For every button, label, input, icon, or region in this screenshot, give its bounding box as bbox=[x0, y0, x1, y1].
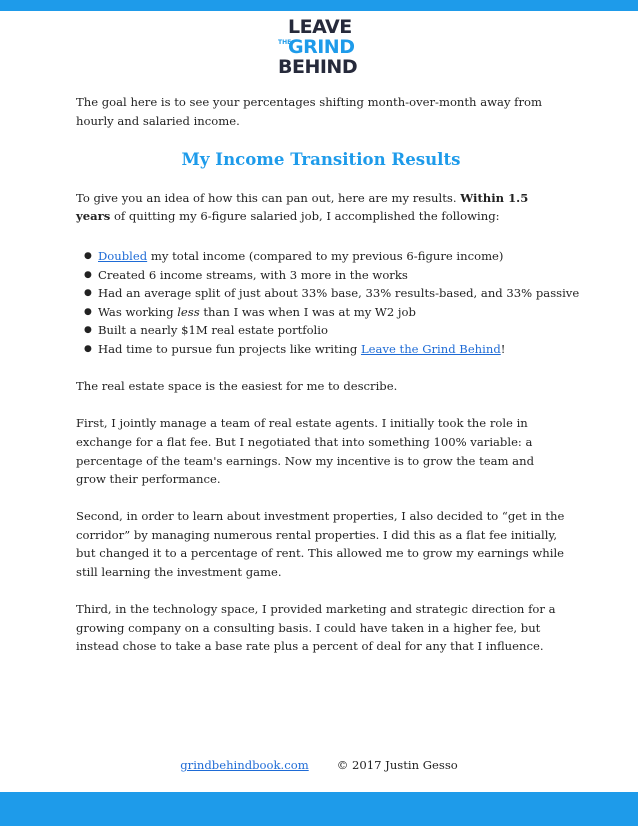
website-link[interactable]: grindbehindbook.com bbox=[180, 758, 309, 772]
bottom-accent-bar bbox=[0, 792, 638, 826]
third-paragraph: Third, in the technology space, I provided marketing and strategic direction for a growing company on a consulting basis. I could have taken in a higher fee, but instead chose to take a base rate plus a percent of deal for any that I influence. bbox=[76, 602, 556, 654]
doubled-link[interactable]: Doubled bbox=[98, 248, 148, 263]
page-footer bbox=[0, 756, 638, 774]
list-item: ● Had an average split of just about 33% base, 33% results-based, and 33% passive bbox=[98, 284, 566, 303]
results-intro-text: To give you an idea of how this can pan out, here are my results. bbox=[76, 190, 461, 205]
list-item-text: Was working bbox=[98, 304, 178, 319]
list-item-text: ! bbox=[500, 341, 506, 356]
logo-word-leave: LEAVE bbox=[288, 16, 352, 38]
results-intro-bold: Within 1.5 years bbox=[76, 190, 529, 224]
list-item-text: than I was when I was at my W2 job bbox=[199, 304, 416, 319]
list-item-emphasis: less bbox=[177, 304, 200, 319]
section-heading: My Income Transition Results bbox=[181, 148, 461, 169]
logo-word-behind: BEHIND bbox=[278, 56, 358, 78]
first-paragraph: First, I jointly manage a team of real estate agents. I initially took the role in exchange for a flat fee. But I negotiated that into something 100% variable: a percentage of the team's earnings. Now my incentive is to grow the team and grow their performance. bbox=[76, 416, 534, 487]
results-intro-text-end: of quitting my 6-figure salaried job, I accomplished the following: bbox=[110, 209, 500, 224]
leave-the-grind-behind-logo bbox=[278, 17, 364, 77]
list-item bbox=[98, 247, 566, 266]
book-title-link[interactable]: Leave the Grind Behind bbox=[360, 341, 501, 356]
copyright-text: © 2017 Justin Gesso bbox=[336, 758, 458, 772]
list-item: ● Built a nearly $1M real estate portfolio bbox=[98, 321, 566, 340]
document-body bbox=[76, 93, 580, 675]
list-item-text: Had time to pursue fun projects like writing bbox=[98, 341, 361, 356]
intro-paragraph: The goal here is to see your percentages shifting month-over-month away from hourly and salaried income. bbox=[76, 95, 542, 128]
second-paragraph: Second, in order to learn about investment properties, I also decided to “get in the corridor” by managing numerous rental properties. I did this as a flat fee initially, but changed it to a percentage of rent. This allowed me to grow my earnings while still learning the investment game. bbox=[76, 509, 565, 580]
list-item bbox=[98, 303, 566, 322]
results-intro-paragraph bbox=[76, 189, 566, 226]
list-item bbox=[98, 340, 566, 359]
logo-word-grind: GRIND bbox=[288, 36, 355, 58]
list-item: ● Created 6 income streams, with 3 more in the works bbox=[98, 266, 566, 285]
list-item-text: my total income (compared to my previous 6-figure income) bbox=[147, 248, 504, 263]
real-estate-paragraph: The real estate space is the easiest for me to describe. bbox=[76, 379, 398, 394]
results-list bbox=[76, 247, 580, 359]
logo-word-the: THE bbox=[278, 39, 292, 46]
top-accent-bar bbox=[0, 0, 638, 11]
